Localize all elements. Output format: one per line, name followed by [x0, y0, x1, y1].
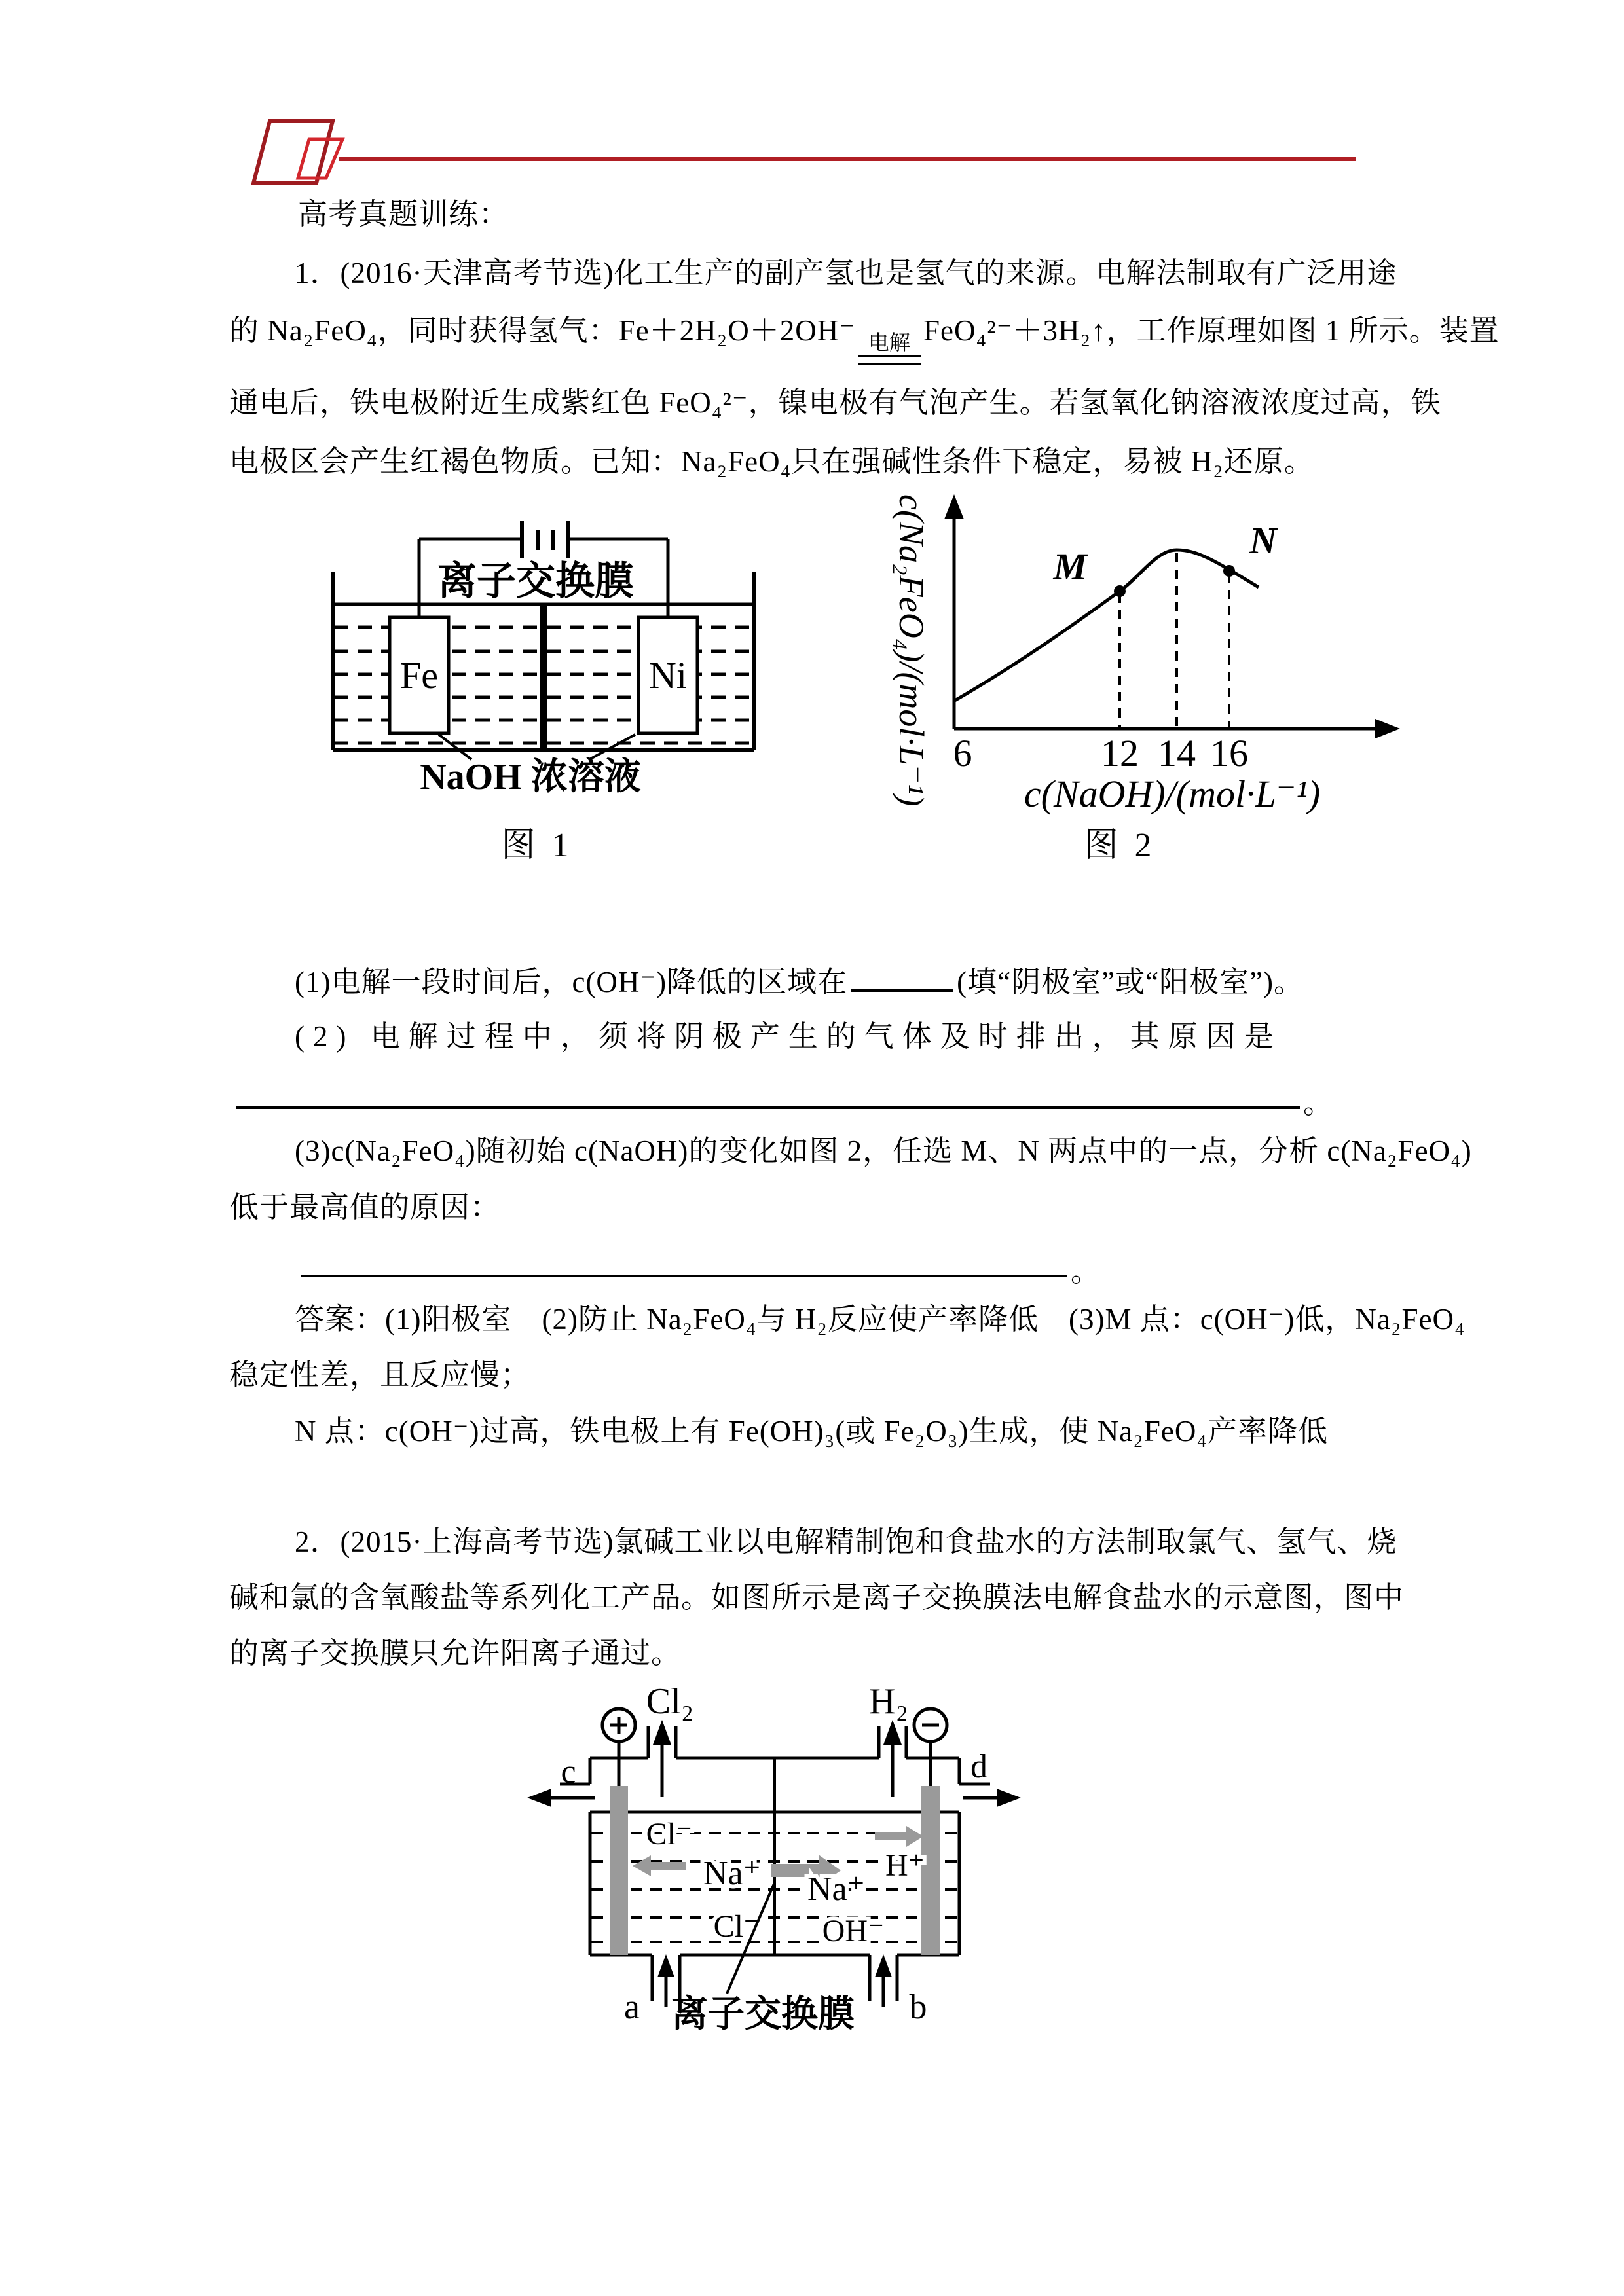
ion-na-right: Na⁺ [807, 1870, 866, 1908]
figure2-caption: 图 2 [1084, 827, 1156, 864]
cl2-up-arrowhead [653, 1720, 671, 1745]
figure2-xlabel: c(NaOH)/(mol·L⁻¹) [1024, 773, 1321, 815]
cl2-gas-label: Cl₂ [646, 1681, 694, 1722]
point-m-label: M [1053, 545, 1087, 588]
reaction-double-line [858, 355, 921, 365]
q2-line3: 的离子交换膜只允许阳离子通过。 [229, 1637, 682, 1669]
answer-blank-1 [851, 963, 953, 992]
h-migration-arrow-right [875, 1826, 923, 1847]
q1-sub3-line2: 低于最高值的原因： [229, 1191, 501, 1224]
ion-cl-lower: Cl⁻ [713, 1909, 760, 1944]
ni-electrode-label: Ni [649, 654, 687, 697]
inlet-b-label: b [909, 1987, 927, 2026]
q1-line4: 电极区会产生红褐色物质。已知：Na₂FeO₄只在强碱性条件下稳定，易被 H₂还原。 [229, 445, 1314, 478]
ion-h: H⁺ [885, 1848, 925, 1883]
q1-answer-line1: 答案：(1)阳极室 (2)防止 Na₂FeO₄与 H₂反应使产率降低 (3)M 点：c(OH⁻)低，Na₂FeO₄ [295, 1303, 1466, 1336]
answer-line-q1-2 [236, 1106, 1300, 1109]
pointer-left [439, 735, 471, 759]
y-axis-arrowhead [944, 494, 964, 519]
tick-16: 16 [1210, 732, 1248, 774]
header-logo [229, 111, 1382, 196]
q1-line1: 1．(2016·天津高考节选)化工生产的副产氢也是氢气的来源。电解法制取有广泛用途 [295, 257, 1397, 289]
anode-bar [610, 1786, 628, 1955]
diagram2-membrane-label: 离子交换膜 [671, 1994, 855, 2035]
q1-line2 [229, 308, 1500, 365]
q1-line2-pre: 的 Na₂FeO₄，同时获得氢气：Fe＋2H₂O＋2OH⁻ [229, 314, 856, 347]
tick-6: 6 [953, 732, 972, 774]
diagram2-chloralkali-cell [511, 1679, 1100, 2046]
inlet-a-arrowhead [657, 1954, 674, 1977]
section-heading-text: 高考真题训练： [298, 198, 509, 230]
q1-sub1 [229, 959, 1473, 1005]
tick-12: 12 [1101, 732, 1139, 774]
point-m-dot [1114, 585, 1126, 597]
anode-terminal [602, 1709, 635, 1787]
membrane-bar [540, 604, 547, 750]
inlet-a-label: a [624, 1987, 640, 2026]
cl-migration-arrow-left [633, 1855, 686, 1876]
h2-gas-label: H₂ [869, 1681, 908, 1722]
q1-answer-line2: 稳定性差，且反应慢； [229, 1358, 531, 1391]
ion-oh: OH⁻ [822, 1914, 885, 1948]
q1-sub1-post: (填“阴极室”或“阳极室”)。 [957, 966, 1304, 998]
q2-line1: 2．(2015·上海高考节选)氯碱工业以电解精制饱和食盐水的方法制取氯气、氢气、烧 [295, 1525, 1397, 1558]
drop-lines [1120, 553, 1229, 727]
q1-sub2: (2) 电解过程中，须将阴极产生的气体及时排出，其原因是 [295, 1020, 1282, 1053]
q2-line2: 碱和氯的含氧酸盐等系列化工产品。如图所示是离子交换膜法电解食盐水的示意图，图中 [229, 1581, 1405, 1614]
logo-parallelogram-outer [253, 121, 333, 183]
q1-line3: 通电后，铁电极附近生成紫红色 FeO₄²⁻，镍电极有气泡产生。若氢氧化钠溶液浓度过高，铁 [229, 386, 1441, 419]
figure1-membrane-label: 离子交换膜 [437, 560, 634, 603]
outlet-c-label: c [561, 1753, 576, 1791]
solution-label: NaOH 浓溶液 [420, 757, 641, 797]
fe-electrode-label: Fe [400, 654, 438, 697]
tick-14: 14 [1158, 732, 1196, 774]
cathode-terminal [914, 1709, 947, 1787]
answer-line-q1-3 [301, 1275, 1067, 1277]
point-n-label: N [1249, 519, 1277, 562]
figure1-caption: 图 1 [501, 827, 573, 864]
ion-na-left: Na⁺ [703, 1855, 762, 1892]
reaction-condition-label: 电解 [868, 331, 911, 354]
answer-line-q1-2-period: 。 [1303, 1087, 1333, 1120]
point-n-dot [1223, 565, 1235, 577]
reaction-condition-stack [858, 331, 921, 365]
right-out-arrowhead [997, 1789, 1021, 1807]
figure2-chart [871, 488, 1414, 815]
ion-cl-upper: Cl⁻ [646, 1817, 693, 1851]
outlet-d-label: d [970, 1748, 987, 1785]
q1-sub3-line1: (3)c(Na₂FeO₄)随初始 c(NaOH)的变化如图 2，任选 M、N 两点中的一点，分析 c(Na₂FeO₄) [295, 1135, 1472, 1167]
q1-sub1-pre: (1)电解一段时间后，c(OH⁻)降低的区域在 [295, 966, 848, 998]
pointer-right [589, 735, 635, 759]
concentration-curve [955, 550, 1259, 701]
q1-line2-post: FeO₄²⁻＋3H₂↑，工作原理如图 1 所示。装置 [923, 314, 1500, 347]
inlet-b-arrowhead [875, 1954, 892, 1977]
figure1-electrolysis-cell [308, 498, 766, 799]
answer-line-q1-3-period: 。 [1071, 1255, 1101, 1288]
h2-up-arrowhead [883, 1720, 902, 1745]
figure2-ylabel: c(Na₂FeO₄)/(mol·L⁻¹) [892, 494, 931, 807]
section-heading [229, 191, 1408, 237]
x-axis-arrowhead [1375, 719, 1400, 738]
left-out-arrowhead [527, 1789, 551, 1807]
q1-answer-line3: N 点：c(OH⁻)过高，铁电极上有 Fe(OH)₃(或 Fe₂O₃)生成，使 Na₂FeO₄产率降低 [295, 1415, 1329, 1448]
